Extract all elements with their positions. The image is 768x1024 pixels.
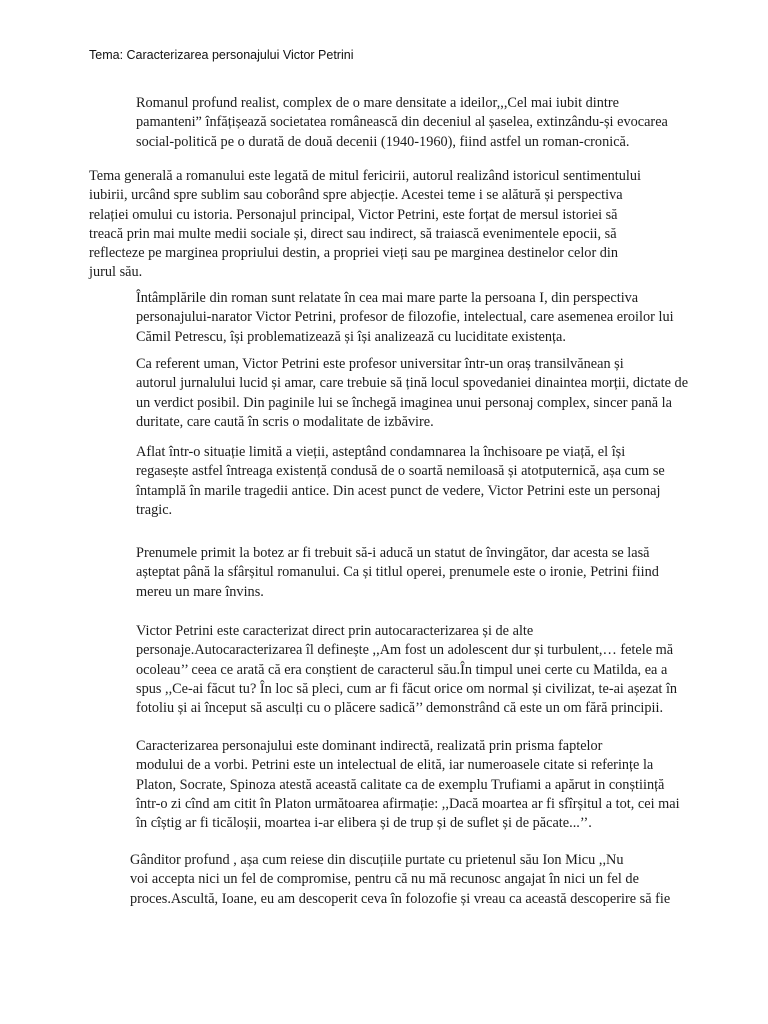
text-line: iubirii, urcând spre sublim sau coborând spre abjecție. Acestei teme i se alătură și perspectiva xyxy=(89,187,623,204)
text-line: Tema generală a romanului este legată de mitul fericirii, autorul realizând istoricul sentimentului xyxy=(89,168,642,184)
text-line: Ca referent uman, Victor Petrini este profesor universitar într-un oraș transilvănean și xyxy=(136,356,624,372)
text-line: personaje.Autocaracterizarea îl definește ,,Am fost un adolescent dur și turbulent,… fetele mă xyxy=(136,642,674,659)
text-line: duritate, care caută în scris o modalitate de izbăvire. xyxy=(136,413,434,430)
text-line: Întâmplările din roman sunt relatate în cea mai mare parte la persoana I, din perspectiva xyxy=(136,290,639,306)
text-line: fotoliu și ai început să asculți cu o plăcere sadică’’ demonstrând că este un om fără principii. xyxy=(136,700,664,717)
text-line: regasește astfel întreaga existență condusă de o soartă nemiloasă și atotputernică, așa cum se xyxy=(136,463,665,480)
paragraph-intro xyxy=(89,94,689,152)
text-line: Prenumele primit la botez ar fi trebuit să-i aducă un statut de învingător, dar acesta se lasă xyxy=(136,545,650,561)
paragraph-caracterizare-directa xyxy=(89,622,689,718)
text-line: Romanul profund realist, complex de o mare densitate a ideilor,,,Cel mai iubit dintre xyxy=(136,95,620,111)
text-line: întamplă în marile tragedii antice. Din acest punct de vedere, Victor Petrini este un personaj xyxy=(136,482,661,499)
text-line: reflecteze pe marginea propriului destin, a propriei vieți sau pe marginea destinelor celor din xyxy=(89,245,619,262)
text-line: social-politică pe o durată de două decenii (1940-1960), fiind astfel un roman-cronică. xyxy=(136,133,630,150)
text-line: personajului-narator Victor Petrini, profesor de filozofie, intelectual, care asemenea eroilor lui xyxy=(136,309,674,326)
paragraph-referent xyxy=(89,355,689,432)
text-line: relației omului cu istoria. Personajul principal, Victor Petrini, este forțat de mersul istoriei să xyxy=(89,206,618,223)
text-line: pamanteni” înfățișează societatea românească din deceniul al șaselea, extinzându-și evocarea xyxy=(136,114,668,131)
text-line: Platon, Socrate, Spinoza atestă această calitate ca de exemplu Trufiami a apărut in conștiință xyxy=(136,776,665,793)
text-line: Caracterizarea personajului este dominant indirectă, realizată prin prisma faptelor xyxy=(136,738,603,754)
text-line: în cîștig ar fi ticăloșii, moartea i-ar elibera și de trup și de suflet și de păcate...’’. xyxy=(136,815,592,832)
document-title: Tema: Caracterizarea personajului Victor Petrini xyxy=(89,48,354,62)
text-line: așteptat până la sfârșitul romanului. Ca și titlul operei, prenumele este o ironie, Petrini fiind xyxy=(136,564,659,581)
text-line: jurul său. xyxy=(89,264,143,281)
paragraph-situatie xyxy=(89,443,689,520)
paragraph-intamplari xyxy=(89,289,689,347)
paragraph-prenume xyxy=(89,544,689,602)
paragraph-caracterizare-indirecta xyxy=(89,737,689,833)
text-line: spus ,,Ce-ai făcut tu? În loc să pleci, cum ar fi făcut orice om normal și civilizat, te-ai așezat în xyxy=(136,680,678,697)
text-line: ocoleau’’ ceea ce arată că era conștient de caracterul său.În timpul unei certe cu Matilda, ea a xyxy=(136,661,668,678)
text-line: într-o zi cînd am citit în Platon următoarea afirmație: ,,Dacă moartea ar fi sfîrșitul a tot, cei mai xyxy=(136,795,680,812)
paragraph-tema xyxy=(89,167,689,283)
text-line: voi accepta nici un fel de compromise, pentru că nu mă recunosc angajat în nici un fel de xyxy=(130,871,639,888)
text-line: autorul jurnalului lucid și amar, care trebuie să țină locul spovedaniei dinaintea morții, dictate de xyxy=(136,375,689,392)
text-line: tragic. xyxy=(136,501,173,518)
text-line: Gânditor profund , așa cum reiese din discuțiile purtate cu prietenul său Ion Micu ,,Nu xyxy=(130,852,624,868)
text-line: Cămil Petrescu, își problematizează și își analizează cu luciditate existența. xyxy=(136,328,566,345)
text-line: Aflat într-o situație limită a vieții, asteptând condamnarea la închisoare pe viață, el își xyxy=(136,444,626,460)
text-line: proces.Ascultă, Ioane, eu am descoperit ceva în folozofie și vreau ca această descoperire să fie xyxy=(130,890,671,907)
text-line: Victor Petrini este caracterizat direct prin autocaracterizarea și de alte xyxy=(136,623,534,639)
text-line: treacă prin mai multe medii sociale și, direct sau indirect, să traiască evenimentele epocii, să xyxy=(89,225,617,242)
paragraph-ganditor xyxy=(89,851,689,909)
text-line: modului de a vorbi. Petrini este un intelectual de elită, iar numeroasele citate si referințe la xyxy=(136,757,654,774)
text-line: mereu un mare învins. xyxy=(136,583,264,600)
text-line: un verdict posibil. Din paginile lui se închegă imaginea unui personaj complex, sincer pană la xyxy=(136,394,672,411)
